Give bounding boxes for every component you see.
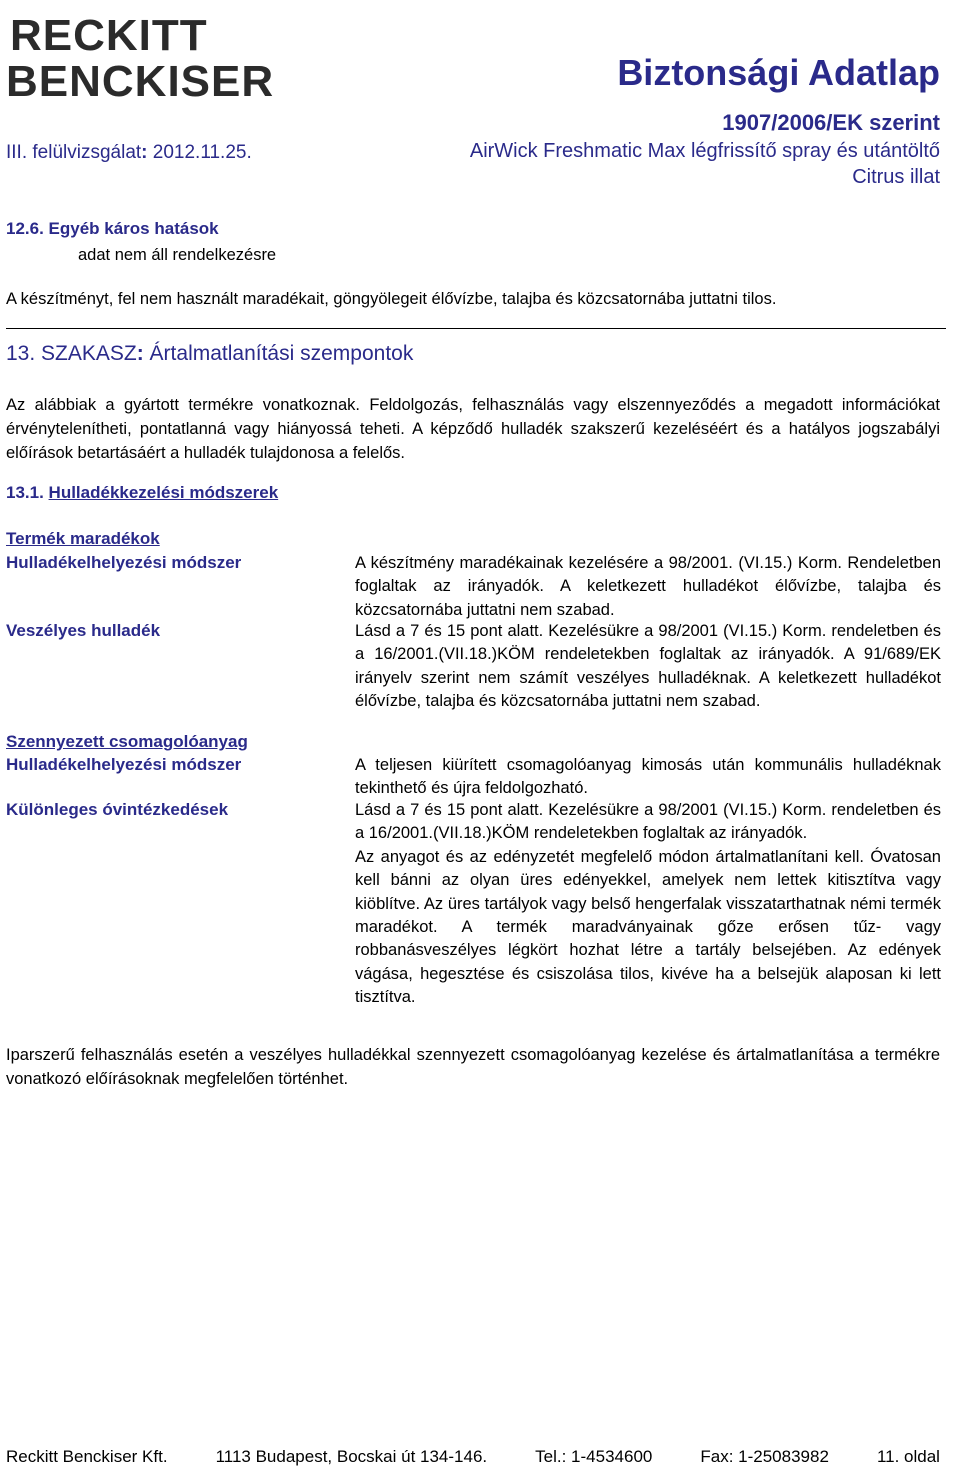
section-12-6-heading: 12.6. Egyéb káros hatások — [6, 219, 219, 238]
footer-fax: Fax: 1-25083982 — [700, 1447, 829, 1466]
hazardous-waste-text: Lásd a 7 és 15 pont alatt. Kezelésükre a 98/2001 (VI.15.) Korm. rendeletben és a 16/2001.(VII.18.)KÖM rendeletekben foglaltak az irányadók. A 91/689/EK irányelv szerint nem számít veszélyes hulladéknak. A keletkezett hulladékot élővízbe, talajba és közcsatornába juttatni nem szabad. — [355, 622, 941, 711]
product-variant: Citrus illat — [852, 166, 940, 188]
disposal-method-label-1: Hulladékelhelyezési módszer — [6, 553, 242, 572]
section-12-6-text: adat nem áll rendelkezésre — [78, 246, 277, 264]
revision-date: 2012.11.25. — [147, 142, 252, 163]
disposal-method-label-2: Hulladékelhelyezési módszer — [6, 755, 242, 774]
section-divider — [6, 328, 946, 329]
section-13-title: Ártalmatlanítási szempontok — [143, 342, 414, 365]
logo-line-1: RECKITT — [10, 11, 208, 60]
section-13-heading: 13. SZAKASZ: Ártalmatlanítási szempontok — [6, 342, 414, 365]
footer-company: Reckitt Benckiser Kft. — [6, 1447, 168, 1466]
section-13-number: 13. SZAKASZ — [6, 342, 137, 365]
logo-line-2: BENCKISER — [6, 57, 275, 102]
revision-label: III. felülvizsgálat — [6, 142, 142, 163]
subsection-13-1-heading — [6, 483, 278, 503]
disposal-method-text-2: A teljesen kiürített csomagolóanyag kimosás után kommunális hulladéknak tekinthető és újra feldolgozható. — [355, 756, 941, 798]
page-footer — [6, 1447, 940, 1467]
regulation-reference: 1907/2006/EK szerint — [722, 110, 940, 135]
special-precautions-paragraph-2: Az anyagot és az edényzetét megfelelő módon ártalmatlanítani kell. Óvatosan kell bánni az olyan üres edényekkel, amelyek nem lettek kitisztítva vagy kiöblítve. Az üres tartályok vagy belső hengerfalak visszatarthatnak némi termék maradékot. A termék maradványainak gőze erősen tűz- vagy robbanásveszélyes légkört hozhat létre a tartály belsejében. Az edények vágása, hegesztése és csiszolása tilos, kivéve ha a belsejük alaposan ki lett tisztítva. — [355, 847, 941, 1007]
subsection-13-1-title: Hulladékkezelési módszerek — [48, 483, 279, 502]
special-precautions-label: Különleges óvintézkedések — [6, 800, 229, 819]
industrial-use-note: Iparszerű felhasználás esetén a veszélyes hulladékkal szennyezett csomagolóanyag kezelése és ártalmatlanítása a termékre vonatkozó előírásoknak megfelelően történhet. — [6, 1046, 940, 1088]
footer-address: 1113 Budapest, Bocskai út 134-146. — [215, 1447, 488, 1466]
product-residues-label: Termék maradékok — [6, 529, 160, 548]
footer-phone: Tel.: 1-4534600 — [535, 1447, 653, 1466]
special-precautions-text — [355, 799, 941, 1010]
special-precautions-paragraph-1: Lásd a 7 és 15 pont alatt. Kezelésükre a 98/2001 (VI.15.) Korm. rendeletben és a 16/2001.(VII.18.)KÖM rendeletekben foglaltak az irányadók. — [355, 801, 941, 843]
disposal-method-text-1: A készítmény maradékainak kezelésére a 98/2001. (VI.15.) Korm. Rendeletben foglaltak az irányadók. A keletkezett hulladékot élővízbe, talajba és közcsatornába juttatni nem szabad. — [355, 554, 941, 619]
document-title: Biztonsági Adatlap — [617, 52, 940, 93]
hazardous-waste-label: Veszélyes hulladék — [6, 621, 161, 640]
product-name: AirWick Freshmatic Max légfrissítő spray és utántöltő — [469, 140, 940, 162]
section-13-intro: Az alábbiak a gyártott termékre vonatkoznak. Feldolgozás, felhasználás vagy elszennyeződés a megadott információkat érvénytelenítheti, pontatlanná vagy hiányossá teheti. A képződő hulladék szakszerű kezeléséért és a hatályos jogszabályi előírások betartásáért a hulladék tulajdonosa a felelős. — [6, 396, 940, 462]
contaminated-packaging-label: Szennyezett csomagolóanyag — [6, 732, 248, 751]
revision-info: III. felülvizsgálat: 2012.11.25. — [6, 142, 252, 163]
company-logo — [6, 10, 286, 102]
subsection-13-1-number: 13.1. — [6, 483, 49, 502]
section-12-6-warning: A készítményt, fel nem használt maradékait, göngyölegeit élővízbe, talajba és közcsatornába juttatni tilos. — [6, 290, 777, 308]
footer-page-number: 11. oldal — [876, 1447, 940, 1466]
